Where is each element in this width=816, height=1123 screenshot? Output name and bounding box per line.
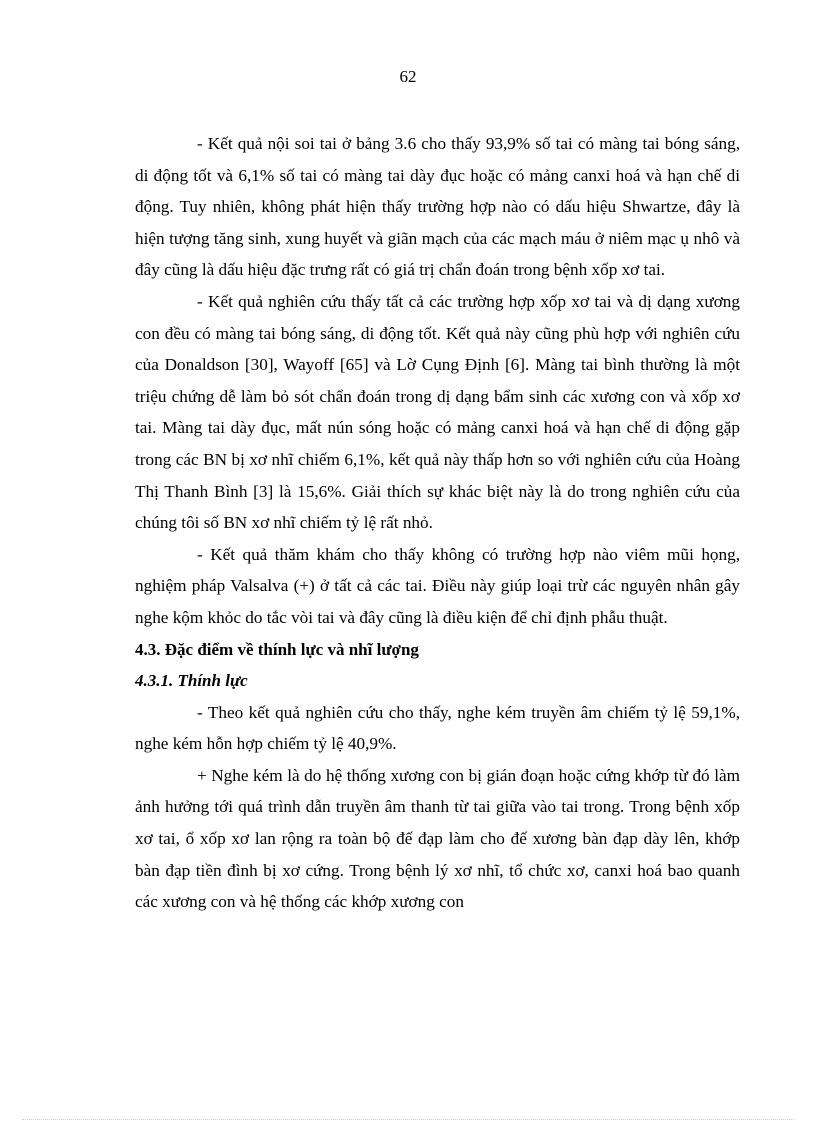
page-number: 62 (399, 67, 417, 86)
subsection-heading: 4.3.1. Thính lực (135, 671, 248, 691)
paragraph-eardrum-findings: - Kết quả nghiên cứu thấy tất cả các trường hợp xốp xơ tai và dị dạng xương con đều có màng tai bóng sáng, di động tốt. Kết quả này cũng phù hợp với nghiên cứu của Donaldson [30], Wayoff [65] và Lờ Cụng Định [6]. Màng tai bình thường là một triệu chứng dễ làm bỏ sót chẩn đoán trong dị dạng bẩm sinh các xương con và xốp xơ tai. Màng tai dày đục, mất nún sóng hoặc có mảng canxi hoá và hạn chế di động gặp trong các BN bị xơ nhĩ chiếm 6,1%, kết quả này thấp hơn so với nghiên cứu của Hoàng Thị Thanh Bình [3] là 15,6%. Giải thích sự khác biệt này là do trong nghiên cứu của chúng tôi số BN xơ nhĩ chiếm tỷ lệ rất nhỏ. (135, 291, 740, 533)
body-text (135, 128, 740, 918)
paragraph-otoscopy: - Kết quả nội soi tai ở bảng 3.6 cho thấy 93,9% số tai có màng tai bóng sáng, di động tốt và 6,1% số tai có màng tai dày đục hoặc có mảng canxi hoá và hạn chế di động. Tuy nhiên, không phát hiện thấy trường hợp nào có dấu hiệu Shwartze, đây là hiện tượng tăng sinh, xung huyết và giãn mạch của các mạch máu ở niêm mạc ụ nhô và đây cũng là dấu hiệu đặc trưng rất có giá trị chẩn đoán trong bệnh xốp xơ tai. (135, 134, 740, 280)
paragraph-valsalva: - Kết quả thăm khám cho thấy không có trường hợp nào viêm mũi họng, nghiệm pháp Valsalva (+) ở tất cả các tai. Điều này giúp loại trừ các nguyên nhân gây nghe kộm khỏc do tắc vòi tai và đây cũng là điều kiện để chỉ định phẫu thuật. (135, 544, 740, 627)
paragraph-hearing-loss-rates: - Theo kết quả nghiên cứu cho thấy, nghe kém truyền âm chiếm tỷ lệ 59,1%, nghe kém hỗn hợp chiếm tỷ lệ 40,9%. (135, 702, 740, 754)
section-heading: 4.3. Đặc điểm về thính lực và nhĩ lượng (135, 639, 419, 659)
paragraph-hearing-loss-cause: + Nghe kém là do hệ thống xương con bị gián đoạn hoặc cứng khớp từ đó làm ảnh hưởng tới quá trình dẫn truyền âm thanh từ tai giữa vào tai trong. Trong bệnh xốp xơ tai, ổ xốp xơ lan rộng ra toàn bộ đế đạp làm cho đế xương bàn đạp dày lên, khớp bàn đạp tiền đình bị xơ cứng. Trong bệnh lý xơ nhĩ, tổ chức xơ, canxi hoá bao quanh các xương con và hệ thống các khớp xương con (135, 765, 740, 912)
footer-divider (22, 1119, 794, 1120)
